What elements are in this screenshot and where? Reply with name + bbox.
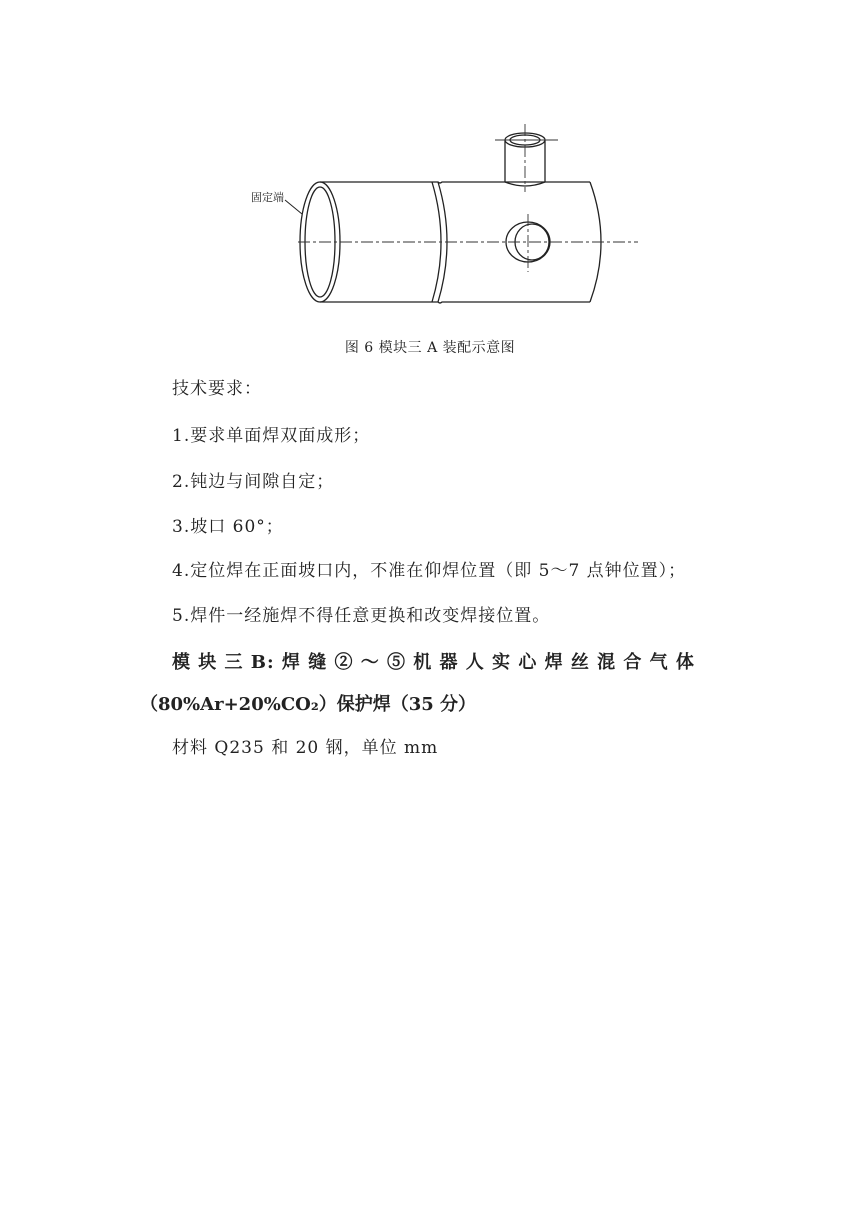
assembly-diagram xyxy=(240,122,640,322)
material-note: 材料 Q235 和 20 钢，单位 mm xyxy=(172,738,439,758)
requirements-heading: 技术要求： xyxy=(172,379,262,399)
requirement-item-5: 5.焊件一经施焊不得任意更换和改变焊接位置。 xyxy=(172,606,551,626)
figure-caption: 图 6 模块三 A 装配示意图 xyxy=(344,340,516,356)
section-b-title-line2: （80%Ar+20%CO₂）保护焊（35 分） xyxy=(140,694,477,715)
pipe-top-outline xyxy=(320,182,590,183)
requirement-item-2: 2.钝边与间隙自定； xyxy=(172,472,335,492)
fixed-end-label: 固定端 xyxy=(251,191,284,204)
requirement-item-4: 4.定位焊在正面坡口内，不准在仰焊位置（即 5～7 点钟位置）； xyxy=(172,561,687,581)
requirement-item-1: 1.要求单面焊双面成形； xyxy=(172,426,371,446)
pipe-bottom-outline xyxy=(320,302,590,303)
pipe-assembly-drawing xyxy=(240,122,640,322)
section-b-title-line1: 模 块 三 B: 焊 缝 ② ～ ⑤ 机 器 人 实 心 焊 丝 混 合 气 体 xyxy=(172,652,695,673)
label-leader-line xyxy=(285,200,302,214)
requirement-item-3: 3.坡口 60°； xyxy=(172,517,284,537)
